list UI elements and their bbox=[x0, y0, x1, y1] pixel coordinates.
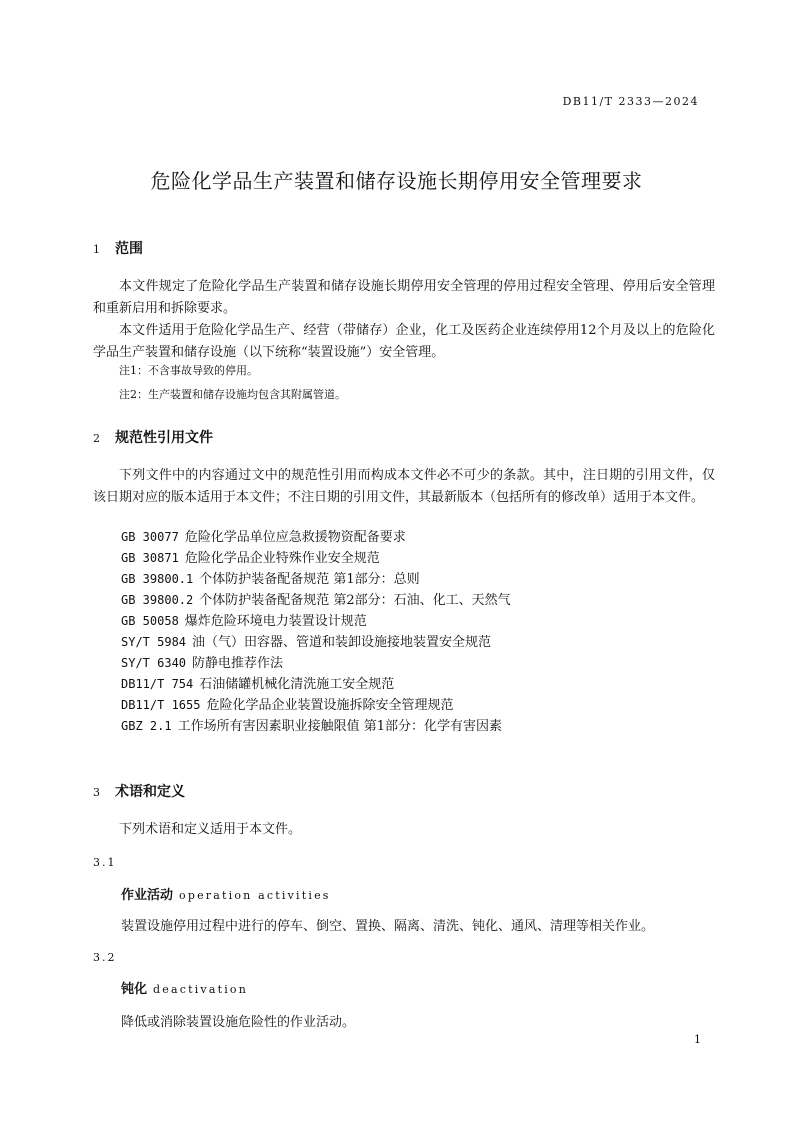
reference-item bbox=[121, 527, 511, 548]
reference-item bbox=[121, 716, 511, 737]
reference-item bbox=[121, 611, 511, 632]
terms-intro: 下列术语和定义适用于本文件。 bbox=[119, 822, 302, 837]
reference-title: 爆炸危险环境电力装置设计规范 bbox=[184, 614, 367, 629]
scope-paragraph-2: 本文件适用于危险化学品生产、经营（带储存）企业，化工及医药企业连续停用12个月及以上的危险化学品生产装置和储存设施（以下统称“装置设施”）安全管理。 bbox=[93, 323, 715, 360]
reference-title: 防静电推荐作法 bbox=[192, 656, 284, 671]
reference-code: SY/T 5984 bbox=[121, 635, 187, 649]
term-definition: 降低或消除装置设施危险性的作业活动。 bbox=[121, 1015, 356, 1030]
section-number: 2 bbox=[93, 432, 100, 445]
reference-title: 个体防护装备配备规范 第1部分：总则 bbox=[199, 572, 420, 587]
reference-title: 油（气）田容器、管道和装卸设施接地装置安全规范 bbox=[192, 635, 492, 650]
document-title: 危险化学品生产装置和储存设施长期停用安全管理要求 bbox=[150, 169, 643, 193]
term-definition: 装置设施停用过程中进行的停车、倒空、置换、隔离、清洗、钝化、通风、清理等相关作业。 bbox=[121, 919, 655, 934]
reference-code: GB 30871 bbox=[121, 551, 179, 565]
section-heading-terms bbox=[93, 781, 185, 801]
reference-code: SY/T 6340 bbox=[121, 656, 187, 670]
reference-code: GB 39800.2 bbox=[121, 593, 194, 607]
reference-item bbox=[121, 653, 511, 674]
reference-code: GB 50058 bbox=[121, 614, 179, 628]
section-title: 范围 bbox=[115, 241, 143, 257]
section-heading-scope bbox=[93, 238, 143, 258]
reference-title: 危险化学品单位应急救援物资配备要求 bbox=[184, 530, 406, 545]
reference-item bbox=[121, 695, 511, 716]
scope-note-2: 注2：生产装置和储存设施均包含其附属管道。 bbox=[119, 388, 346, 401]
term-chinese: 作业活动 bbox=[121, 888, 174, 903]
document-number: DB11/T 2333—2024 bbox=[562, 95, 699, 108]
reference-title: 危险化学品企业特殊作业安全规范 bbox=[184, 551, 380, 566]
reference-code: GB 30077 bbox=[121, 530, 179, 544]
reference-title: 石油储罐机械化清洗施工安全规范 bbox=[199, 677, 395, 692]
reference-item bbox=[121, 674, 511, 695]
page-number: 1 bbox=[694, 1033, 701, 1046]
reference-item bbox=[121, 569, 511, 590]
section-title: 规范性引用文件 bbox=[115, 430, 213, 446]
reference-code: DB11/T 754 bbox=[121, 677, 194, 691]
term-heading bbox=[121, 884, 331, 903]
reference-item bbox=[121, 590, 511, 611]
reference-title: 危险化学品企业装置设施拆除安全管理规范 bbox=[206, 698, 454, 713]
reference-code: DB11/T 1655 bbox=[121, 698, 201, 712]
section-number: 3 bbox=[93, 786, 100, 799]
references-intro: 下列文件中的内容通过文中的规范性引用而构成本文件必不可少的条款。其中，注日期的引用文件，仅该日期对应的版本适用于本文件；不注日期的引用文件，其最新版本（包括所有的修改单）适用于本文件。 bbox=[93, 468, 715, 505]
reference-code: GBZ 2.1 bbox=[121, 719, 172, 733]
reference-list bbox=[121, 527, 511, 737]
reference-item bbox=[121, 548, 511, 569]
reference-title: 工作场所有害因素职业接触限值 第1部分：化学有害因素 bbox=[177, 719, 502, 734]
scope-paragraph-1: 本文件规定了危险化学品生产装置和储存设施长期停用安全管理的停用过程安全管理、停用后安全管理和重新启用和拆除要求。 bbox=[93, 279, 715, 316]
term-number: 3.1 bbox=[93, 856, 117, 869]
term-number: 3.2 bbox=[93, 951, 117, 964]
section-heading-normative-references bbox=[93, 427, 213, 447]
reference-code: GB 39800.1 bbox=[121, 572, 194, 586]
term-chinese: 钝化 bbox=[121, 982, 148, 997]
term-english: operation activities bbox=[179, 889, 331, 902]
section-number: 1 bbox=[93, 243, 100, 256]
term-english: deactivation bbox=[153, 983, 249, 996]
section-title: 术语和定义 bbox=[115, 784, 185, 800]
reference-item bbox=[121, 632, 511, 653]
scope-note-1: 注1：不含事故导致的停用。 bbox=[119, 364, 258, 377]
reference-title: 个体防护装备配备规范 第2部分：石油、化工、天然气 bbox=[199, 593, 511, 608]
term-heading bbox=[121, 978, 248, 997]
